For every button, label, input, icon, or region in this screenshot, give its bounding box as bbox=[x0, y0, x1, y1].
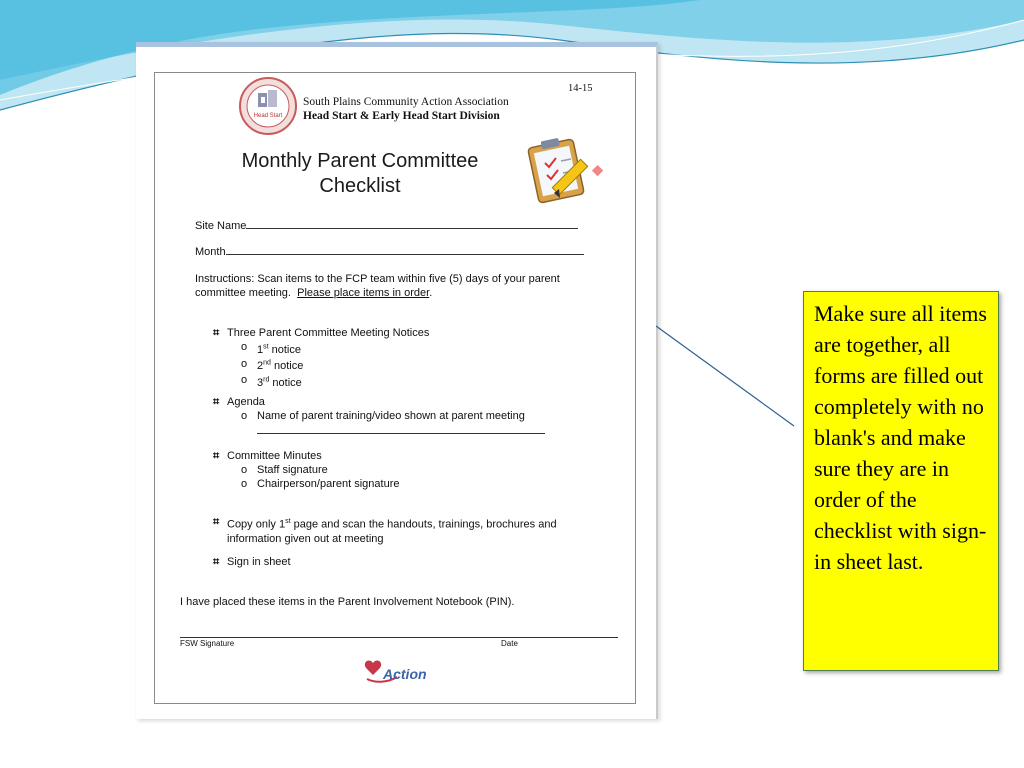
item-label: Three Parent Committee Meeting Notices bbox=[227, 327, 430, 339]
pin-statement: I have placed these items in the Parent Involvement Notebook (PIN). bbox=[180, 596, 515, 608]
date-label: Date bbox=[501, 639, 518, 648]
fsw-signature-label: FSW Signature bbox=[180, 639, 235, 648]
sub-item: o Staff signature bbox=[241, 464, 328, 476]
form-title bbox=[215, 149, 505, 199]
form-code: 14-15 bbox=[568, 83, 593, 94]
checklist-document bbox=[154, 72, 636, 704]
callout-connector-line bbox=[656, 320, 796, 430]
organization-header bbox=[303, 95, 509, 123]
month-label: Month bbox=[195, 246, 226, 258]
logo-text: Action bbox=[383, 666, 427, 682]
instructions: Instructions: Scan items to the FCP team within five (5) days of your parent committee meeting. Please place items in order. bbox=[195, 273, 560, 299]
sub-item: o 2nd notice bbox=[241, 357, 304, 373]
form-title-line2: Checklist bbox=[319, 175, 401, 197]
sub-item: o Chairperson/parent signature bbox=[241, 478, 400, 490]
item-label: Sign in sheet bbox=[227, 556, 291, 568]
bullet-icon: ⌗ bbox=[213, 327, 220, 339]
organization-name: South Plains Community Action Association bbox=[303, 96, 509, 108]
sub-item: o Name of parent training/video shown at parent meeting bbox=[241, 410, 525, 422]
bullet-icon: ⌗ bbox=[213, 516, 220, 528]
signature-line bbox=[180, 637, 618, 638]
item-label: Agenda bbox=[227, 396, 265, 408]
site-name-field bbox=[195, 218, 578, 232]
sub-item: o 1st notice bbox=[241, 341, 301, 356]
head-start-seal-icon bbox=[239, 77, 297, 135]
bullet-icon: ⌗ bbox=[213, 450, 220, 462]
checklist-item-minutes bbox=[213, 449, 399, 491]
checklist-item-sign-in bbox=[213, 555, 291, 569]
training-blank-line bbox=[257, 423, 545, 434]
month-line bbox=[226, 244, 584, 255]
item-label: Committee Minutes bbox=[227, 450, 322, 462]
bullet-icon: ⌗ bbox=[213, 396, 220, 408]
checklist-item-agenda bbox=[213, 395, 545, 434]
callout-note: Make sure all items are together, all forms are filled out completely with no blank's and make sure they are in order of the checklist with sign-in sheet last. bbox=[803, 291, 999, 671]
sub-item: o 3rd notice bbox=[241, 374, 302, 389]
site-name-label: Site Name bbox=[195, 220, 247, 232]
community-action-logo-icon bbox=[363, 657, 433, 693]
checklist-item-notices bbox=[213, 326, 429, 390]
form-title-line1: Monthly Parent Committee bbox=[241, 150, 479, 172]
checklist-item-copy-handouts bbox=[213, 515, 585, 546]
instructions-emphasis: Please place items in order bbox=[297, 287, 430, 299]
item-label: Copy only 1st page and scan the handouts, trainings, brochures and information given out at meeting bbox=[227, 518, 557, 545]
bullet-icon: ⌗ bbox=[213, 556, 220, 568]
site-name-line bbox=[246, 218, 578, 229]
clipboard-pencil-icon bbox=[525, 129, 605, 205]
seal-text: Head Start bbox=[253, 113, 283, 119]
organization-division: Head Start & Early Head Start Division bbox=[303, 110, 500, 122]
month-field bbox=[195, 244, 584, 258]
instructions-text: Instructions: Scan items to the FCP team within five (5) days of your parent committee meeting. bbox=[195, 273, 560, 299]
